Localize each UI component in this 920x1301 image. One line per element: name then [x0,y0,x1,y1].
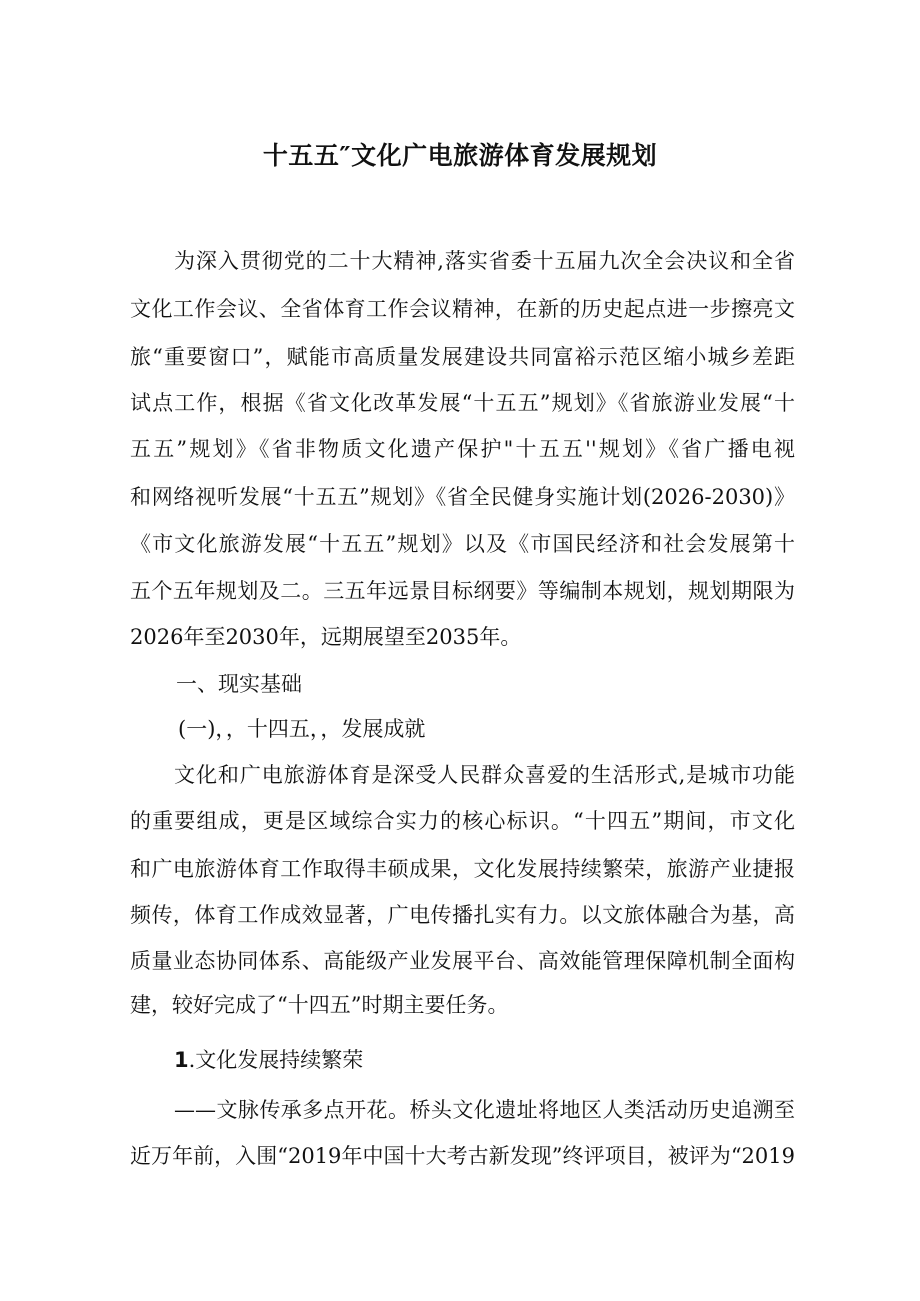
document-title: 十五五″文化广电旅游体育发展规划 [262,141,658,170]
item1-number: 1 [174,1048,189,1072]
achievements-line-2: 的重要组成，更是区域综合实力的核心标识。“十四五”期间，市文化 [130,809,795,833]
intro-line-9: 2026年至2030年，远期展望至2035年。 [130,625,522,649]
intro-line-7: 《市文化旅游发展“十五五”规划》以及《市国民经济和社会发展第十 [130,532,795,556]
achievements-line-6: 建，较好完成了“十四五”时期主要任务。 [130,993,509,1017]
intro-line-6: 和网络视听发展“十五五”规划》《省全民健身实施计划(2026-2030)》 [130,485,795,509]
achievements-line-1: 文化和广电旅游体育是深受人民群众喜爱的生活形式,是城市功能 [174,763,795,787]
intro-line-8: 五个五年规划及二。三五年远景目标纲要》等编制本规划，规划期限为 [130,579,795,603]
intro-line-1: 为深入贯彻党的二十大精神,落实省委十五届九次全会决议和全省 [174,249,795,273]
intro-line-5: 五五”规划》《省非物质文化遗产保护"十五五''规划》《省广播电视 [130,437,795,461]
intro-line-3: 旅“重要窗口”，赋能市高质量发展建设共同富裕示范区缩小城乡差距 [130,345,795,369]
intro-line-2: 文化工作会议、全省体育工作会议精神，在新的历史起点进一步擦亮文 [130,297,795,321]
intro-line-4: 试点工作，根据《省文化改革发展“十五五”规划》《省旅游业发展“十 [130,391,795,415]
section-heading: 一、现实基础 [176,672,302,696]
item1-title: .文化发展持续繁荣 [188,1048,364,1072]
item1-line-2: 近万年前，入围“2019年中国十大考古新发现”终评项目，被评为“2019 [130,1144,795,1168]
item1-heading [174,1040,795,1080]
achievements-line-3: 和广电旅游体育工作取得丰硕成果，文化发展持续繁荣，旅游产业捷报 [130,857,795,881]
achievements-line-4: 频传，体育工作成效显著，广电传播扎实有力。以文旅体融合为基，高 [130,903,795,927]
item1-line-1: ——文脉传承多点开花。桥头文化遗址将地区人类活动历史追溯至 [174,1098,795,1122]
achievements-line-5: 质量业态协同体系、高能级产业发展平台、高效能管理保障机制全面构 [130,949,795,973]
subsection-heading: (一)，，十四五，，发展成就 [178,717,426,741]
